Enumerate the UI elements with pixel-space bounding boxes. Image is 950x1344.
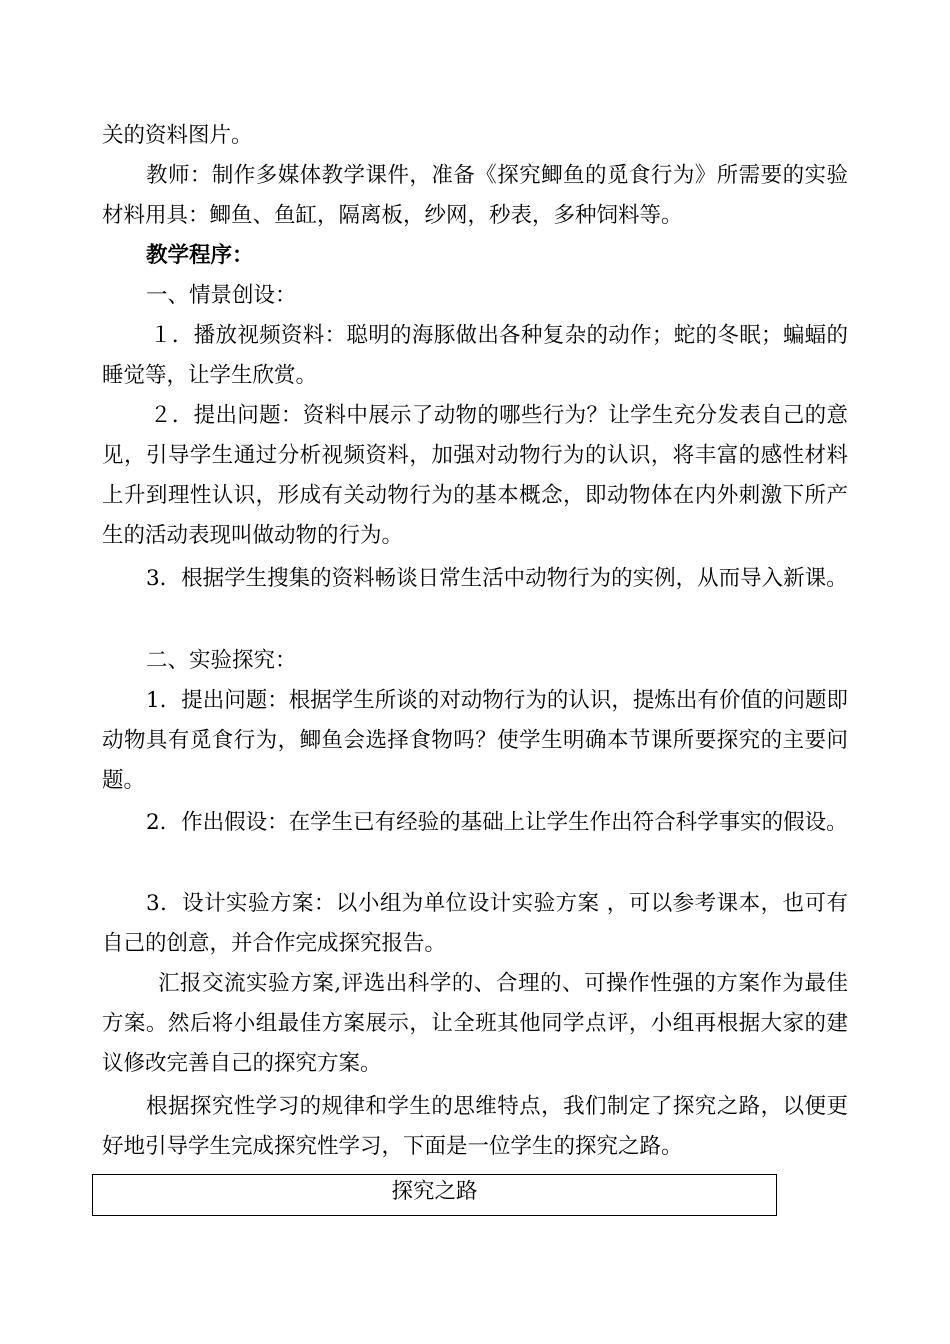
paragraph-teacher-prep: 教师：制作多媒体教学课件，准备《探究鲫鱼的觅食行为》所需要的实验材料用具：鲫鱼、鱼缸，隔离板，纱网，秒表，多种饲料等。 (102, 163, 848, 228)
paragraph-raise-question: ２．提出问题：资料中展示了动物的哪些行为？让学生充分发表自己的意见，引导学生通过分析视频资料，加强对动物行为的认识，将丰富的感性材料上升到理性认识，形成有关动物行为的基本概念，即动物体在内外刺激下所产生的活动表现叫做动物的行为。 (102, 403, 848, 548)
paragraph-propose-question: 1．提出问题：根据学生所谈的对动物行为的认识，提炼出有价值的问题即动物具有觅食行为，鲫鱼会选择食物吗？使学生明确本节课所要探究的主要问题。 (102, 688, 848, 793)
heading-teaching-procedure: 教学程序： (146, 243, 254, 268)
paragraph-design-experiment: 3．设计实验方案：以小组为单位设计实验方案 ，可以参考课本，也可有自己的创意，并合作完成探究报告。 (102, 891, 848, 956)
paragraph-make-hypothesis: 2．作出假设：在学生已有经验的基础上让学生作出符合科学事实的假设。 (146, 810, 848, 835)
paragraph-play-video: １．播放视频资料：聪明的海豚做出各种复杂的动作；蛇的冬眠；蝙蝠的睡觉等，让学生欣赏。 (102, 323, 848, 388)
heading-experiment-inquiry: 二、实验探究： (146, 648, 297, 673)
inquiry-path-table (92, 1174, 777, 1216)
heading-scenario-setup: 一、情景创设： (146, 283, 297, 308)
table-title: 探究之路 (391, 1179, 478, 1204)
paragraph-inquiry-path: 根据探究性学习的规律和学生的思维特点，我们制定了探究之路，以便更好地引导学生完成探究性学习，下面是一位学生的探究之路。 (102, 1094, 848, 1159)
paragraph-report-exchange: 汇报交流实验方案,评选出科学的、合理的、可操作性强的方案作为最佳方案。然后将小组最佳方案展示，让全班其他同学点评，小组再根据大家的建议修改完善自己的探究方案。 (102, 971, 848, 1076)
paragraph-materials-end: 关的资料图片。 (102, 123, 253, 148)
paragraph-introduce-lesson: 3．根据学生搜集的资料畅谈日常生活中动物行为的实例，从而导入新课。 (146, 566, 848, 591)
